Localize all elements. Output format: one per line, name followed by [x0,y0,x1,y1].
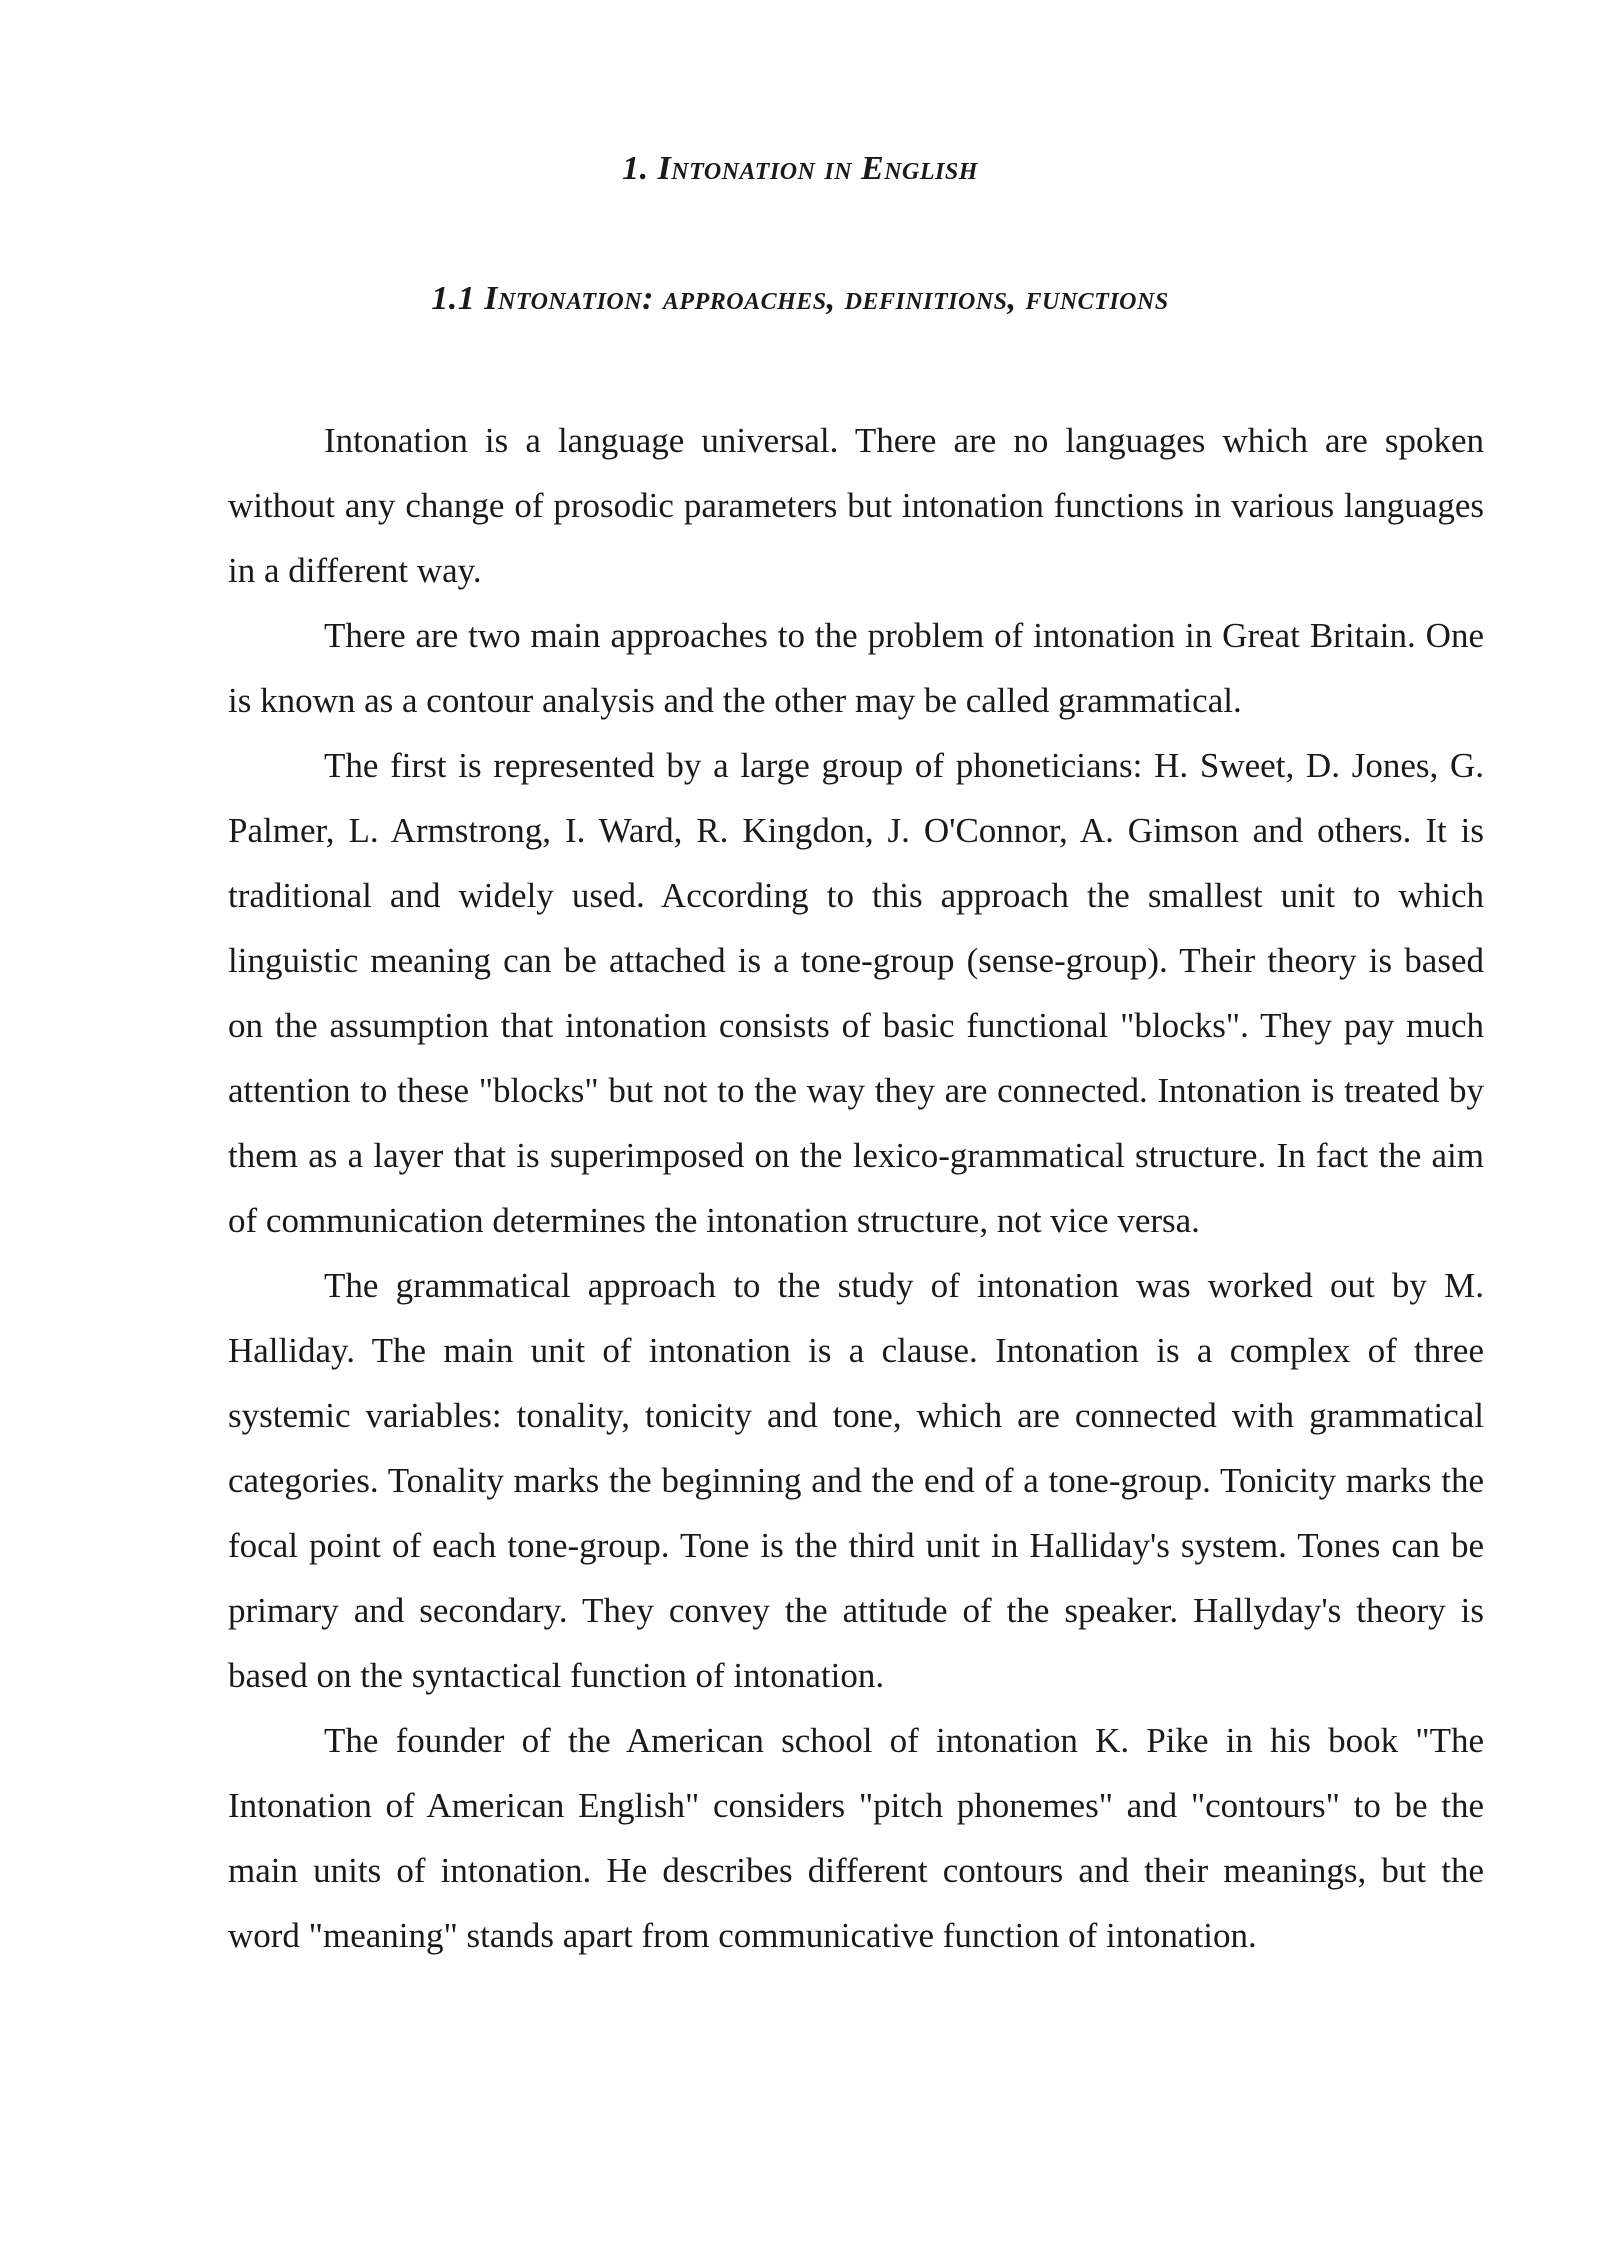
paragraph: There are two main approaches to the problem of intonation in Great Britain. One is known as a contour analysis and the other may be called grammatical. [228,616,1484,720]
paragraph: Intonation is a language universal. There are no languages which are spoken without any change of prosodic parameters but intonation functions in various languages in a different way. [228,421,1484,590]
paragraph: The first is represented by a large group of phoneticians: H. Sweet, D. Jones, G. Palmer, L. Armstrong, I. Ward, R. Kingdon, J. O'Connor, A. Gimson and others. It is traditional and widely used. According to this approach the smallest unit to which linguistic meaning can be attached is a tone-group (sense-group). Their theory is based on the assumption that intonation consists of basic functional "blocks". They pay much attention to these "blocks" but not to the way they are connected. Intonation is treated by them as a layer that is superimposed on the lexico-grammatical structure. In fact the aim of communication determines the intonation structure, not vice versa. [228,746,1484,1240]
body-text [228,408,1484,1968]
chapter-title: 1. Intonation in English [622,150,978,187]
section-title: 1.1 Intonation: approaches, definitions, functions [431,280,1169,317]
paragraph: The grammatical approach to the study of intonation was worked out by M. Halliday. The main unit of intonation is a clause. Intonation is a complex of three systemic variables: tonality, tonicity and tone, which are connected with grammatical categories. Tonality marks the beginning and the end of a tone-group. Tonicity marks the focal point of each tone-group. Tone is the third unit in Halliday's system. Tones can be primary and secondary. They convey the attitude of the speaker. Hallyday's theory is based on the syntactical function of intonation. [228,1266,1484,1695]
paragraph: The founder of the American school of intonation K. Pike in his book "The Intonation of American English" considers "pitch phonemes" and "contours" to be the main units of intonation. He describes different contours and their meanings, but the word "meaning" stands apart from communicative function of intonation. [228,1721,1484,1955]
